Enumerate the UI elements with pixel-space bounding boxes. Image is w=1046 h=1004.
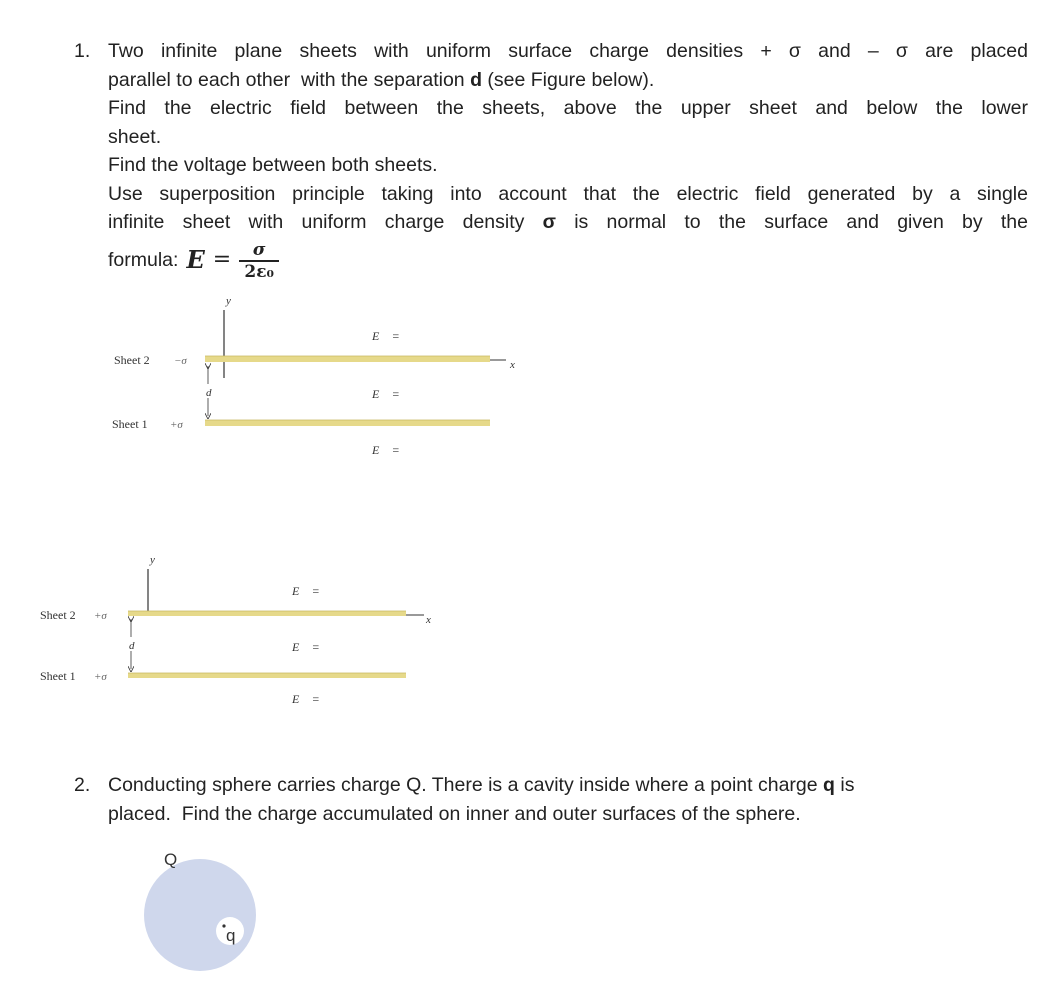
question-1-number: 1.	[74, 40, 91, 62]
question-1-body	[108, 37, 1028, 283]
q1-line-7-b: is normal to the surface and given by the	[555, 211, 1028, 233]
sheet-2-charge: +σ	[94, 610, 107, 622]
sheet-1-plate	[128, 673, 406, 678]
sheet-2-plate	[205, 356, 490, 362]
q1-line-4: sheet.	[108, 125, 162, 148]
q1-line-6: Use superposition principle taking into account that the electric field generated by a single	[108, 182, 1028, 205]
e-label-below: E⃗ =	[372, 443, 400, 457]
sheet-2-charge: −σ	[174, 355, 187, 367]
formula-label: formula:	[108, 249, 179, 272]
q2-line-1-b: is	[834, 774, 855, 796]
sheet-1-label: Sheet 1	[40, 669, 76, 683]
d-label: d	[129, 640, 135, 652]
e-label-between: E⃗ =	[292, 640, 320, 654]
sphere-charge-label: Q	[164, 850, 178, 869]
point-charge-label: q	[226, 926, 236, 945]
formula-lhs: E	[186, 245, 205, 275]
sigma-symbol: σ	[542, 211, 556, 233]
q1-line-1: Two infinite plane sheets with uniform surface charge densities + σ and – σ are placed	[108, 40, 1028, 62]
sheet-2-plate	[128, 611, 406, 616]
formula-numerator: σ	[252, 239, 266, 260]
formula-fraction	[239, 240, 279, 282]
sheet-1-label: Sheet 1	[112, 417, 148, 431]
x-axis-label: x	[426, 614, 431, 626]
sheet-1-charge: +σ	[94, 671, 107, 683]
e-label-between: E⃗ =	[372, 387, 400, 401]
q1-line-5: Find the voltage between both sheets.	[108, 154, 438, 176]
y-axis-label: y	[226, 295, 231, 307]
q1-line-3: Find the electric field between the sheets, above the upper sheet and below the lower	[108, 97, 1028, 119]
sheet-2-label: Sheet 2	[114, 353, 150, 367]
figure-1-sheets	[0, 290, 560, 470]
point-charge-symbol: q	[823, 774, 835, 796]
question-2-body	[108, 771, 1028, 828]
conducting-sphere	[144, 859, 256, 971]
question-2-number: 2.	[74, 774, 91, 796]
separation-symbol: d	[470, 68, 482, 91]
q2-line-2: placed. Find the charge accumulated on inner and outer surfaces of the sphere.	[108, 802, 801, 825]
formula-equals: =	[212, 247, 232, 273]
q1-line-7-a: infinite sheet with uniform charge density	[108, 211, 543, 233]
sheet-2-label: Sheet 2	[40, 608, 76, 622]
formula	[108, 239, 1028, 283]
q1-line-2-head: parallel to each other with the separation	[108, 68, 471, 91]
y-axis-label: y	[150, 554, 155, 566]
figure-3-sphere	[130, 845, 280, 975]
q1-line-7	[108, 208, 1028, 237]
sheet-1-charge: +σ	[170, 419, 183, 431]
e-label-below: E⃗ =	[292, 692, 320, 706]
q2-line-1	[108, 771, 1028, 800]
q2-line-1-a: Conducting sphere carries charge Q. There is a cavity inside where a point charge	[108, 774, 824, 796]
x-axis-label: x	[510, 359, 515, 371]
d-label: d	[206, 387, 212, 399]
e-label-above: E⃗ =	[372, 329, 400, 343]
e-label-above: E⃗ =	[292, 584, 320, 598]
q1-line-2	[108, 66, 1028, 95]
q1-line-2-tail: (see Figure below).	[481, 68, 655, 91]
sheet-1-plate	[205, 420, 490, 426]
formula-denominator: 2ε₀	[244, 261, 274, 282]
figure-2-sheets	[0, 545, 480, 715]
